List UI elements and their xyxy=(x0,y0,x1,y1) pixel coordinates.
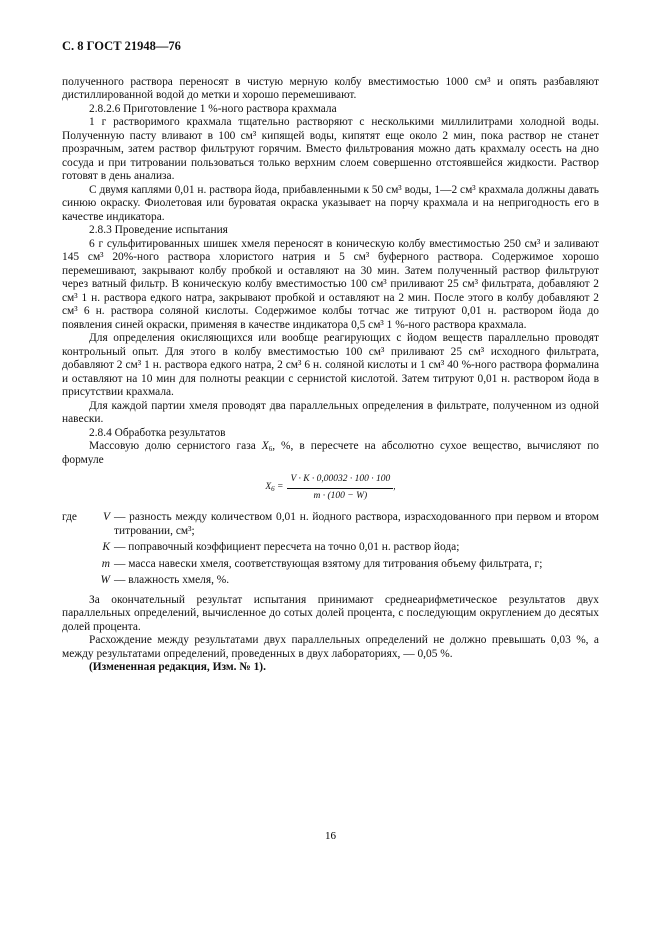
paragraph: 6 г сульфитированных шишек хмеля переносят в коническую колбу вместимостью 250 см³ и заливают 145 см³ 20%-ного раствора хлористого натрия и 5 см³ буферного раствора. Содержимое хорошо перемешивают, закрывают колбу пробкой и оставляют на 30 мин. Затем полученный раствор фильтруют через ватный фильтр. В коническую колбу вместимостью 100 см³ приливают 25 см³ фильтрата, добавляют 2 см³ 1 н. раствора едкого натра, закрывают пробкой и оставляют на 2 мин. После этого в колбу добавляют 2 см³ 6 н. раствора соляной кислоты. Содержимое колбы тотчас же титруют 0,01 н. раствором йода до появления синей окраски, применяя в качестве индикатора 0,5 см³ 1 %-ного раствора крахмала. xyxy=(62,237,599,331)
formula-fraction xyxy=(287,473,393,503)
formula: $X_6$ = $\frac{V \cdot K \cdot 0,00032 \cdot 100 \cdot 100}{m \cdot (100 - W)}$ , xyxy=(62,473,599,503)
paragraph: С двумя каплями 0,01 н. раствора йода, прибавленными к 50 см³ воды, 1—2 см³ крахмала должны давать синюю окраску. Фиолетовая или буроватая окраска указывает на порчу крахмала и на непригодность его в качестве индикатора. xyxy=(62,183,599,223)
paragraph: 1 г растворимого крахмала тщательно растворяют с несколькими миллилитрами холодной воды. Полученную пасту вливают в 100 см³ кипящей воды, кипятят еще около 2 мин, пока раствор не станет прозрачным, затем раствор фильтруют горячим. Вместо фильтрования можно дать крахмалу осесть на дно сосуда и при титровании пользоваться только верхним слоем совершенно отстоявшейся жидкости. Раствор готовят в день анализа. xyxy=(62,116,599,182)
formula-numerator: V · K · 0,00032 · 100 · 100 xyxy=(287,473,393,489)
paragraph: Расхождение между результатами двух параллельных определений не должно превышать 0,03 %, а между результатами определений, проведенных в двух лабораториях, — 0,05 %. xyxy=(62,634,599,660)
amendment-note: (Измененная редакция, Изм. № 1). xyxy=(89,661,266,673)
page-number: 16 xyxy=(325,830,336,842)
paragraph: Для определения окисляющихся или вообще реагирующих с йодом веществ параллельно проводят контрольный опыт. Для этого в колбу вместимостью 100 см³ приливают 25 см³ исходного фильтрата, добавляют 2 см³ 1 н. раствора едкого натра, 2 см³ 6 н. соляной кислоты и 1 см³ 40 %-ного раствора формалина и оставляют на 10 мин для полноты реакции с сернистой кислотой. Затем титруют 0,01 н. раствором йода в присутствии крахмала. xyxy=(62,332,599,398)
variable-definitions: где V — разность между количеством 0,01 н. йодного раствора, израсходованного при первом и втором титровании, см³; K — поправочный коэффициент пересчета на точно 0,01 н. раствор йода; m — масса навески хмеля, соответствующая взятому для титрования объему фильтрата, г; W — влажность хмеля, %. xyxy=(62,511,599,586)
paragraph-formula-intro: Массовую долю сернистого газа $X_6$, %, в пересчете на абсолютно сухое вещество, вычисляют по формуле xyxy=(62,440,599,466)
section-heading: 2.8.2.6 Приготовление 1 %-ного раствора крахмала xyxy=(89,102,337,115)
paragraph: За окончательный результат испытания принимают среднеарифметическое результатов двух параллельных определений, вычисленное до сотых долей процента, с последующим округлением до десятых долей процента. xyxy=(62,593,599,633)
section-heading: 2.8.3 Проведение испытания xyxy=(89,224,228,236)
formula-denominator: m · (100 − W) xyxy=(313,490,368,501)
page-header: С. 8 ГОСТ 21948—76 xyxy=(62,39,181,53)
paragraph: Для каждой партии хмеля проводят два параллельных определения в фильтрате, полученном из одной навески. xyxy=(62,399,599,425)
section-heading: 2.8.4 Обработка результатов xyxy=(89,426,226,439)
paragraph: полученного раствора переносят в чистую мерную колбу вместимостью 1000 см³ и опять разбавляют дистиллированной водой до метки и хорошо перемешивают. xyxy=(62,75,599,101)
document-page xyxy=(62,40,599,675)
